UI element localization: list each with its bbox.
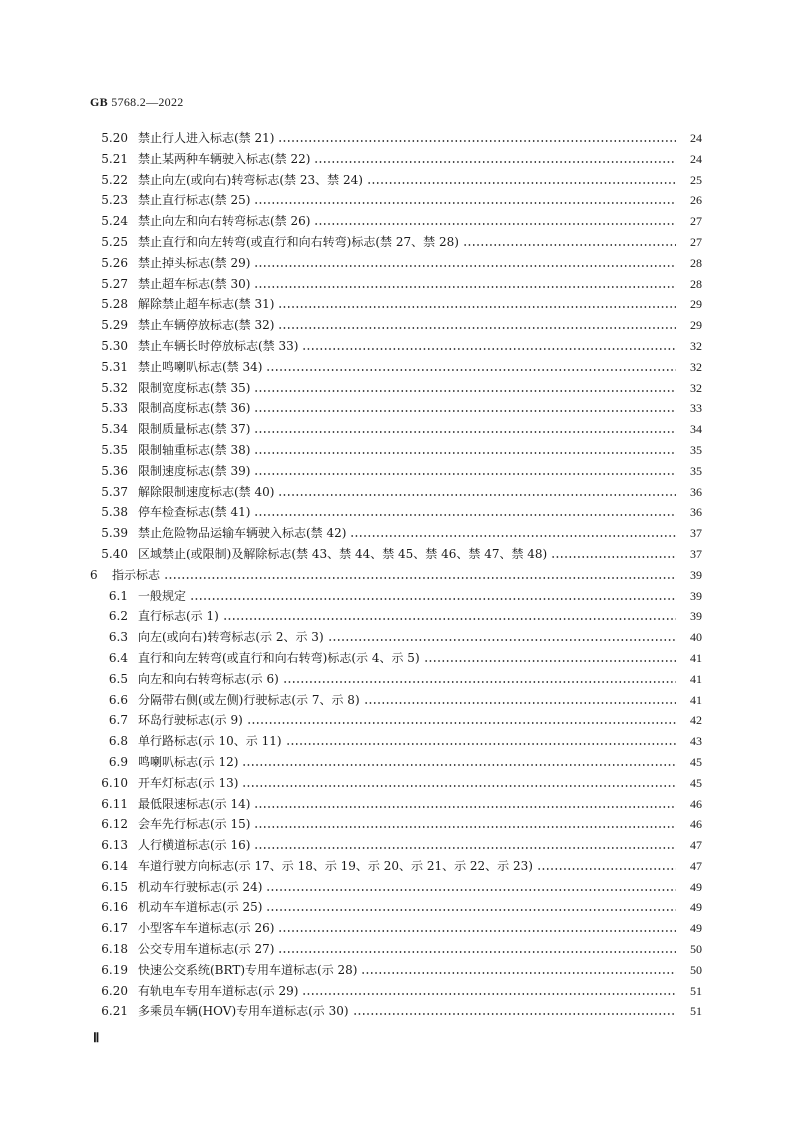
toc-entry[interactable] [90,253,702,274]
toc-entry-page: 27 [690,234,702,249]
dot-leader [551,544,676,565]
dot-leader [364,690,676,711]
toc-entry-page: 45 [690,754,702,769]
toc-entry-number: 6.20 [101,983,128,998]
toc-entry-title: 最低限速标志(示 14) [138,796,251,811]
toc-entry[interactable] [90,752,702,773]
dot-leader [353,1001,676,1022]
toc-entry-page: 29 [690,318,702,333]
toc-entry[interactable] [90,690,702,711]
dot-leader [350,523,676,544]
toc-entry-title: 禁止车辆停放标志(禁 32) [138,318,275,333]
dot-leader [254,794,676,815]
toc-entry[interactable] [90,502,702,523]
toc-entry-number: 5.36 [101,463,128,478]
toc-entry-title: 单行路标志(示 10、示 11) [138,734,282,749]
toc-entry[interactable] [90,440,702,461]
toc-entry-number: 6.15 [101,879,128,894]
toc-entry-number: 6.2 [108,609,128,624]
toc-entry-number: 5.21 [101,151,128,166]
toc-entry-page: 29 [690,297,702,312]
toc-entry-title: 禁止直行标志(禁 25) [138,193,251,208]
toc-entry-title: 分隔带右侧(或左侧)行驶标志(示 7、示 8) [138,692,360,707]
toc-entry-number: 5.31 [101,359,128,374]
toc-entry-number: 6.16 [101,900,128,915]
toc-entry-title: 限制质量标志(禁 37) [138,422,251,437]
toc-entry[interactable] [90,627,702,648]
toc-entry-number: 6.5 [108,671,128,686]
dot-leader [254,440,676,461]
toc-entry-page: 47 [690,838,702,853]
toc-entry[interactable] [90,461,702,482]
standard-number: 5768.2—2022 [111,95,184,109]
toc-entry-page: 27 [690,214,702,229]
toc-entry[interactable] [90,128,702,149]
toc-entry-page: 41 [690,671,702,686]
toc-entry-title: 快速公交系统(BRT)专用车道标志(示 28) [138,962,358,977]
dot-leader [254,461,676,482]
toc-entry[interactable] [90,586,702,607]
toc-entry-title: 小型客车车道标志(示 26) [138,921,275,936]
toc-entry[interactable] [90,315,702,336]
toc-entry[interactable] [90,897,702,918]
toc-entry-number: 6.8 [108,734,128,749]
toc-entry-number: 5.38 [101,505,128,520]
toc-entry-title: 限制速度标志(禁 39) [138,463,251,478]
toc-entry-title: 禁止鸣喇叭标志(禁 34) [138,359,263,374]
toc-entry-number: 6.19 [101,962,128,977]
toc-entry[interactable] [90,274,702,295]
toc-entry-page: 39 [690,609,702,624]
toc-entry-title: 禁止行人进入标志(禁 21) [138,131,275,145]
dot-leader [266,897,676,918]
dot-leader [424,648,676,669]
toc-entry-title: 开车灯标志(示 13) [138,775,239,790]
toc-entry[interactable] [90,544,702,565]
dot-leader [278,128,676,149]
dot-leader [463,232,676,253]
dot-leader [242,773,676,794]
toc-entry-page: 39 [690,567,702,582]
toc-entry-title: 环岛行驶标志(示 9) [138,713,243,728]
toc-entry-title: 限制宽度标志(禁 35) [138,380,251,395]
toc-entry-page: 32 [690,359,702,374]
toc-entry-title: 鸣喇叭标志(示 12) [138,754,239,769]
dot-leader [254,253,676,274]
toc-entry[interactable] [90,669,702,690]
toc-entry[interactable] [90,981,702,1002]
dot-leader [278,939,676,960]
toc-entry-number: 5.22 [101,172,128,187]
toc-entry-page: 26 [690,193,702,208]
toc-entry[interactable] [90,294,702,315]
toc-entry-number: 5.23 [101,193,128,208]
dot-leader [247,710,676,731]
toc-entry[interactable] [90,378,702,399]
table-of-contents [90,128,702,1022]
toc-entry-page: 32 [690,338,702,353]
toc-entry[interactable] [90,710,702,731]
dot-leader [361,960,676,981]
toc-entry-title: 限制轴重标志(禁 38) [138,442,251,457]
toc-entry[interactable] [90,877,702,898]
toc-entry-title: 向左(或向右)转弯标志(示 2、示 3) [138,630,324,645]
toc-entry[interactable] [90,336,702,357]
toc-entry-page: 46 [690,796,702,811]
dot-leader [302,981,676,1002]
toc-entry-title: 多乘员车辆(HOV)专用车道标志(示 30) [138,1004,349,1019]
toc-entry-page: 51 [690,983,702,998]
dot-leader [278,482,676,503]
toc-entry-title: 有轨电车专用车道标志(示 29) [138,983,299,998]
toc-entry-number: 6.21 [101,1004,128,1019]
toc-entry-page: 37 [690,546,702,561]
toc-entry-title: 解除禁止超车标志(禁 31) [138,297,275,312]
toc-entry-number: 6.4 [108,650,128,665]
toc-entry-number: 5.32 [101,380,128,395]
toc-entry-title: 禁止某两种车辆驶入标志(禁 22) [138,151,311,166]
toc-entry[interactable] [90,1001,702,1022]
toc-entry-number: 5.24 [101,214,128,229]
dot-leader [266,357,676,378]
toc-entry-number: 6.10 [101,775,128,790]
toc-entry-page: 25 [690,172,702,187]
dot-leader [254,814,676,835]
toc-entry[interactable] [90,482,702,503]
toc-entry-page: 28 [690,276,702,291]
toc-entry-page: 45 [690,775,702,790]
toc-entry-page: 24 [690,131,702,145]
toc-entry[interactable] [90,814,702,835]
toc-entry-page: 49 [690,879,702,894]
toc-entry-page: 50 [690,962,702,977]
toc-entry-page: 49 [690,900,702,915]
toc-entry-page: 50 [690,942,702,957]
dot-leader [314,149,676,170]
toc-entry[interactable] [90,773,702,794]
toc-entry-page: 41 [690,692,702,707]
dot-leader [254,419,676,440]
toc-entry-title: 禁止车辆长时停放标志(禁 33) [138,338,299,353]
toc-entry[interactable] [90,211,702,232]
dot-leader [190,586,676,607]
toc-entry-number: 5.39 [101,526,128,541]
toc-entry-page: 37 [690,526,702,541]
toc-entry-number: 6 [90,567,98,582]
toc-entry-title: 机动车车道标志(示 25) [138,900,263,915]
toc-entry[interactable] [90,398,702,419]
toc-entry-page: 35 [690,463,702,478]
toc-entry-number: 6.6 [108,692,128,707]
toc-entry-number: 5.25 [101,234,128,249]
toc-entry-number: 5.26 [101,255,128,270]
toc-entry-page: 33 [690,401,702,416]
toc-entry-page: 43 [690,734,702,749]
document-header [90,95,184,110]
toc-entry-number: 5.40 [101,546,128,561]
toc-entry-page: 36 [690,484,702,499]
toc-entry-number: 5.37 [101,484,128,499]
toc-entry[interactable] [90,960,702,981]
toc-entry-title: 禁止危险物品运输车辆驶入标志(禁 42) [138,526,347,541]
dot-leader [254,378,676,399]
dot-leader [367,170,676,191]
dot-leader [278,315,676,336]
toc-entry-title: 禁止超车标志(禁 30) [138,276,251,291]
toc-entry-page: 28 [690,255,702,270]
toc-entry-number: 5.29 [101,318,128,333]
toc-entry-page: 47 [690,858,702,873]
toc-entry-page: 40 [690,630,702,645]
toc-entry[interactable] [90,232,702,253]
dot-leader [302,336,676,357]
toc-entry-title: 区域禁止(或限制)及解除标志(禁 43、禁 44、禁 45、禁 46、禁 47、禁 48) [138,546,548,561]
dot-leader [223,606,676,627]
dot-leader [242,752,676,773]
toc-entry-title: 直行和向左转弯(或直行和向右转弯)标志(示 4、示 5) [138,650,420,665]
toc-entry-number: 5.28 [101,297,128,312]
toc-entry-number: 6.17 [101,921,128,936]
toc-entry-title: 向左和向右转弯标志(示 6) [138,671,279,686]
toc-entry-page: 36 [690,505,702,520]
toc-entry-title: 禁止直行和向左转弯(或直行和向右转弯)标志(禁 27、禁 28) [138,234,459,249]
toc-entry-number: 5.34 [101,422,128,437]
dot-leader [278,918,676,939]
dot-leader [254,398,676,419]
toc-entry-page: 49 [690,921,702,936]
toc-entry-page: 32 [690,380,702,395]
toc-entry-number: 6.7 [108,713,128,728]
dot-leader [254,835,676,856]
standard-prefix: GB [90,95,108,109]
dot-leader [266,877,676,898]
dot-leader [328,627,676,648]
dot-leader [164,565,676,586]
toc-entry-number: 5.20 [101,131,128,145]
toc-entry-number: 6.9 [108,754,128,769]
toc-entry-number: 6.18 [101,942,128,957]
toc-entry-page: 41 [690,650,702,665]
toc-entry[interactable] [90,190,702,211]
toc-entry-title: 机动车行驶标志(示 24) [138,879,263,894]
page-number: Ⅱ [93,1030,100,1045]
dot-leader [254,190,676,211]
toc-entry-number: 6.12 [101,817,128,832]
toc-entry-title: 禁止向左(或向右)转弯标志(禁 23、禁 24) [138,172,363,187]
dot-leader [283,669,676,690]
toc-entry-title: 公交专用车道标志(示 27) [138,942,275,957]
toc-entry[interactable] [90,918,702,939]
toc-entry-title: 车道行驶方向标志(示 17、示 18、示 19、示 20、示 21、示 22、示 23) [138,858,533,873]
toc-entry-title: 禁止掉头标志(禁 29) [138,255,251,270]
toc-entry-number: 5.30 [101,338,128,353]
toc-entry-title: 人行横道标志(示 16) [138,838,251,853]
toc-entry-page: 34 [690,422,702,437]
toc-entry[interactable] [90,856,702,877]
toc-entry-number: 6.13 [101,838,128,853]
toc-entry-title: 限制高度标志(禁 36) [138,401,251,416]
toc-entry-page: 46 [690,817,702,832]
dot-leader [254,502,676,523]
toc-entry[interactable] [90,835,702,856]
dot-leader [286,731,676,752]
toc-entry[interactable] [90,523,702,544]
toc-entry[interactable] [90,731,702,752]
toc-entry[interactable] [90,794,702,815]
toc-entry-number: 6.11 [101,796,128,811]
toc-entry-number: 5.27 [101,276,128,291]
dot-leader [537,856,676,877]
toc-entry[interactable] [90,648,702,669]
toc-entry[interactable] [90,606,702,627]
toc-entry-title: 停车检查标志(禁 41) [138,505,251,520]
toc-entry-page: 24 [690,151,702,166]
toc-entry-title: 指示标志 [112,567,161,582]
toc-entry-number: 5.35 [101,442,128,457]
toc-entry-title: 一般规定 [138,588,187,603]
toc-entry-number: 5.33 [101,401,128,416]
dot-leader [278,294,676,315]
toc-entry-number: 6.14 [101,858,128,873]
toc-entry-page: 35 [690,442,702,457]
toc-entry-page: 51 [690,1004,702,1019]
dot-leader [254,274,676,295]
toc-entry-page: 42 [690,713,702,728]
toc-entry-title: 禁止向左和向右转弯标志(禁 26) [138,214,311,229]
dot-leader [314,211,676,232]
toc-entry[interactable] [90,357,702,378]
toc-entry[interactable] [90,149,702,170]
toc-entry[interactable] [90,939,702,960]
toc-entry-number: 6.3 [108,630,128,645]
toc-entry-title: 会车先行标志(示 15) [138,817,251,832]
toc-entry-number: 6.1 [108,588,128,603]
toc-entry-title: 直行标志(示 1) [138,609,219,624]
toc-entry[interactable] [90,565,702,586]
toc-entry[interactable] [90,419,702,440]
toc-entry-page: 39 [690,588,702,603]
toc-entry-title: 解除限制速度标志(禁 40) [138,484,275,499]
toc-entry[interactable] [90,170,702,191]
